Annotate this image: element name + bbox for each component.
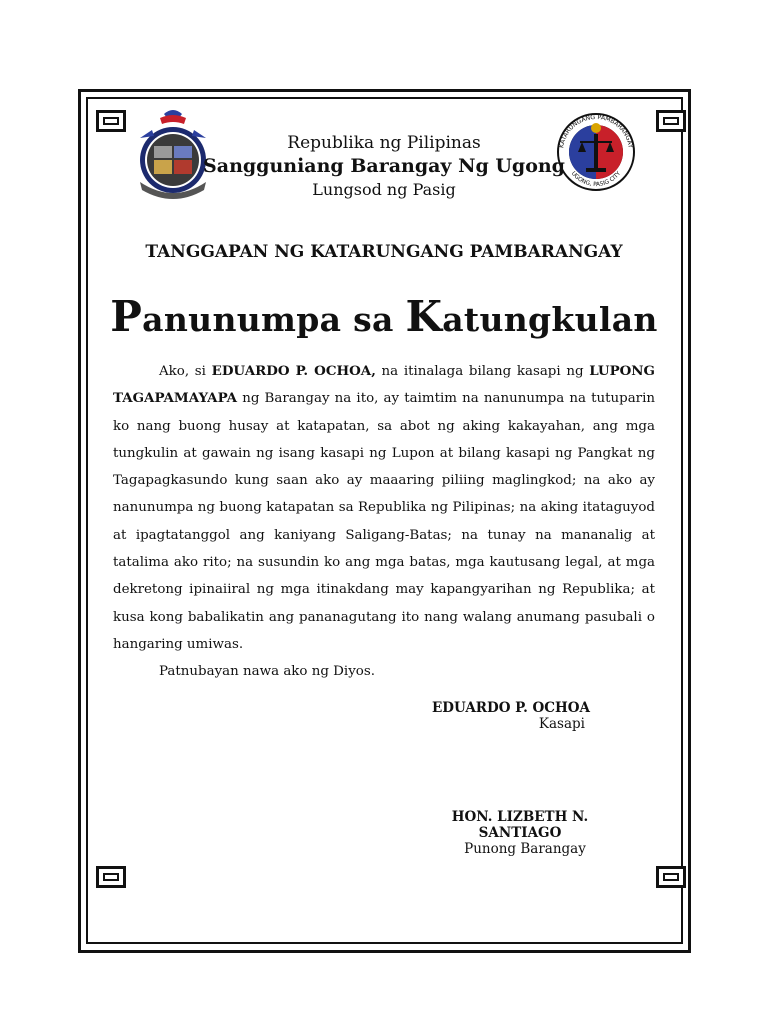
title-part-2: atungkulan [442, 300, 658, 339]
member-role: Kasapi [538, 716, 585, 732]
city-label: Lungsod ng Pasig [312, 180, 456, 199]
document-title [0, 292, 768, 341]
seal-ring-bottom-text: UGONG, PASIG CITY [569, 170, 623, 189]
seal-ring-top-text: KATARUNGANG PAMBARANGAY [558, 113, 634, 149]
captain-name: HON. LIZBETH N. SANTIAGO [451, 809, 589, 841]
republic-label: Republika ng Pilipinas [287, 133, 481, 153]
oath-member-name: EDUARDO P. OCHOA, [211, 363, 376, 379]
title-initial-k: K [405, 292, 443, 341]
office-heading: TANGGAPAN NG KATARUNGANG PAMBARANGAY [145, 242, 623, 262]
oath-paragraph [113, 358, 655, 658]
corner-ornament-top-right [656, 110, 686, 132]
oath-intro: Ako, si [159, 364, 212, 379]
oath-mid: na itinalaga bilang kasapi ng [375, 364, 590, 379]
council-name: Sangguniang Barangay Ng Ugong [203, 155, 565, 177]
title-part-1: anunumpa sa [142, 300, 406, 339]
oath-body-name: LUPONG TAGAPAMAYAPA [113, 363, 655, 407]
corner-ornament-top-left [96, 110, 126, 132]
oath-closing: Patnubayan nawa ako ng Diyos. [159, 664, 375, 680]
signature-block-member [420, 700, 620, 732]
member-name: EDUARDO P. OCHOA [431, 700, 590, 716]
oath-rest: ng Barangay na ito, ay taimtim na nanunumpa na tutuparin ko nang buong husay at katapatan, sa abot ng aking kakayahan, ang mga tungkulin at gawain ng isang kasapi ng Lupon at bilang kasapi ng Pangkat ng Tagapagkasundo kung saan ako ay maaaring piliing maglingkod; na ako ay nanunumpa ng buong katapatan sa Republika ng Pilipinas; na aking itataguyod at ipagtatanggol ang kaniyang Saligang-Batas; na tunay na mananalig at tatalima ako rito; na susundin ko ang mga batas, mga kautusang legal, at mga dekretong ipinaiiral ng mga itinakdang may kapangyarihan ng Republika; at kusa kong babalikatin ang pananagutang ito nang walang anumang pasubali o hangaring umiwas. [113, 391, 655, 652]
captain-role: Punong Barangay [464, 841, 586, 857]
oath-body [113, 358, 655, 686]
corner-ornament-bottom-left [96, 866, 126, 888]
signature-block-captain [410, 809, 630, 857]
title-initial-p: P [110, 292, 143, 341]
corner-ornament-bottom-right [656, 866, 686, 888]
